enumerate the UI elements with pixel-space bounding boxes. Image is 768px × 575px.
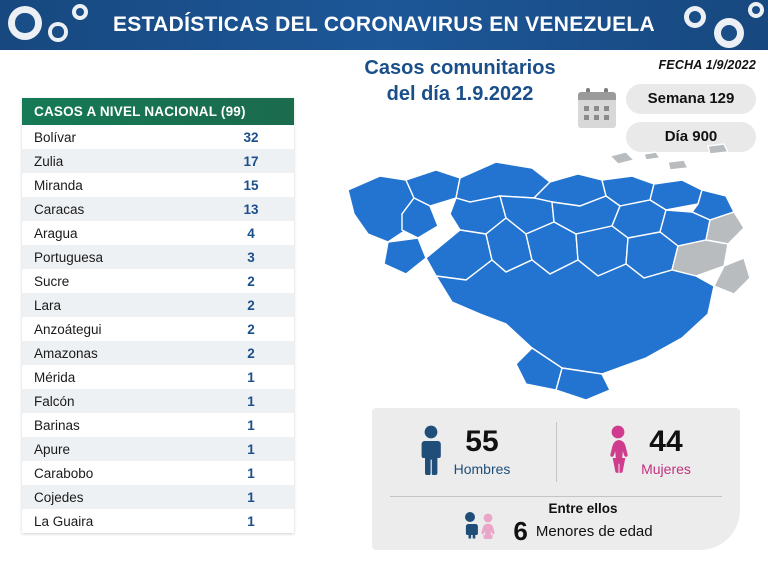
table-row bbox=[22, 341, 294, 365]
female-icon bbox=[605, 425, 631, 477]
section-title-line1: Casos comunitarios bbox=[364, 57, 556, 79]
state-case-count: 32 bbox=[243, 129, 259, 145]
map-region bbox=[348, 176, 414, 242]
state-case-count: 4 bbox=[247, 225, 255, 241]
table-row bbox=[22, 197, 294, 221]
minors-label: Menores de edad bbox=[535, 523, 653, 541]
table-row bbox=[22, 437, 294, 461]
table-row bbox=[22, 485, 294, 509]
state-case-count: 1 bbox=[247, 513, 255, 529]
state-case-count: 15 bbox=[243, 177, 259, 193]
page-title: ESTADÍSTICAS DEL CORONAVIRUS EN VENEZUELA bbox=[112, 13, 656, 36]
table-header: CASOS A NIVEL NACIONAL (99) bbox=[22, 98, 294, 125]
state-case-count: 17 bbox=[243, 153, 259, 169]
minors-stat bbox=[372, 498, 740, 550]
state-case-count: 1 bbox=[247, 393, 255, 409]
state-case-count: 2 bbox=[247, 321, 255, 337]
state-name: Zulia bbox=[34, 153, 64, 169]
stats-divider bbox=[556, 422, 557, 482]
women-label: Mujeres bbox=[641, 460, 691, 477]
fecha-label: FECHA 1/9/2022 bbox=[658, 58, 756, 72]
state-case-count: 1 bbox=[247, 369, 255, 385]
state-name: Miranda bbox=[34, 177, 83, 193]
table-row bbox=[22, 269, 294, 293]
women-stat bbox=[556, 408, 740, 494]
state-case-count: 1 bbox=[247, 417, 255, 433]
state-case-count: 1 bbox=[247, 441, 255, 457]
dia-badge: Día 900 bbox=[626, 122, 756, 152]
table-row bbox=[22, 173, 294, 197]
state-case-count: 3 bbox=[247, 249, 255, 265]
gender-stats bbox=[372, 408, 740, 494]
map-region bbox=[610, 152, 634, 164]
state-name: Amazonas bbox=[34, 345, 98, 361]
stats-horizontal-divider bbox=[390, 496, 722, 497]
state-name: Portuguesa bbox=[34, 249, 104, 265]
map-region bbox=[644, 152, 660, 160]
state-name: Apure bbox=[34, 441, 71, 457]
state-name: Mérida bbox=[34, 369, 76, 385]
state-name: Carabobo bbox=[34, 465, 94, 481]
state-name: Anzoátegui bbox=[34, 321, 102, 337]
table-row bbox=[22, 365, 294, 389]
venezuela-map bbox=[310, 118, 750, 400]
table-row bbox=[22, 221, 294, 245]
men-stat bbox=[372, 408, 556, 494]
state-name: Cojedes bbox=[34, 489, 84, 505]
section-title-line2: del día 1.9.2022 bbox=[386, 83, 534, 105]
state-name: Falcón bbox=[34, 393, 75, 409]
state-name: Lara bbox=[34, 297, 62, 313]
state-name: Bolívar bbox=[34, 129, 77, 145]
state-case-count: 13 bbox=[243, 201, 259, 217]
state-name: Caracas bbox=[34, 201, 85, 217]
state-name: Aragua bbox=[34, 225, 78, 241]
table-row bbox=[22, 245, 294, 269]
page-header bbox=[0, 0, 768, 50]
table-row bbox=[22, 293, 294, 317]
map-region bbox=[672, 240, 728, 276]
children-icon bbox=[459, 509, 501, 539]
state-name: Sucre bbox=[34, 273, 70, 289]
table-row bbox=[22, 389, 294, 413]
national-cases-table bbox=[22, 98, 294, 533]
demographics-panel bbox=[372, 408, 740, 550]
state-name: Barinas bbox=[34, 417, 80, 433]
map-region bbox=[668, 160, 688, 170]
table-row bbox=[22, 413, 294, 437]
men-label: Hombres bbox=[453, 460, 511, 477]
table-row bbox=[22, 509, 294, 533]
map-region bbox=[384, 238, 426, 274]
men-count: 55 bbox=[465, 424, 499, 458]
table-row bbox=[22, 461, 294, 485]
minors-title: Entre ellos bbox=[548, 501, 618, 517]
male-icon bbox=[418, 425, 444, 477]
women-count: 44 bbox=[649, 424, 683, 458]
table-row bbox=[22, 125, 294, 149]
state-name: La Guaira bbox=[34, 513, 94, 529]
minors-count: 6 bbox=[513, 515, 528, 546]
section-title bbox=[300, 55, 620, 107]
state-case-count: 1 bbox=[247, 465, 255, 481]
table-body bbox=[22, 125, 294, 533]
state-case-count: 2 bbox=[247, 273, 255, 289]
state-case-count: 2 bbox=[247, 345, 255, 361]
semana-badge: Semana 129 bbox=[626, 84, 756, 114]
table-row bbox=[22, 149, 294, 173]
map-region bbox=[708, 144, 728, 154]
state-case-count: 1 bbox=[247, 489, 255, 505]
state-case-count: 2 bbox=[247, 297, 255, 313]
map-region bbox=[436, 260, 714, 374]
table-row bbox=[22, 317, 294, 341]
